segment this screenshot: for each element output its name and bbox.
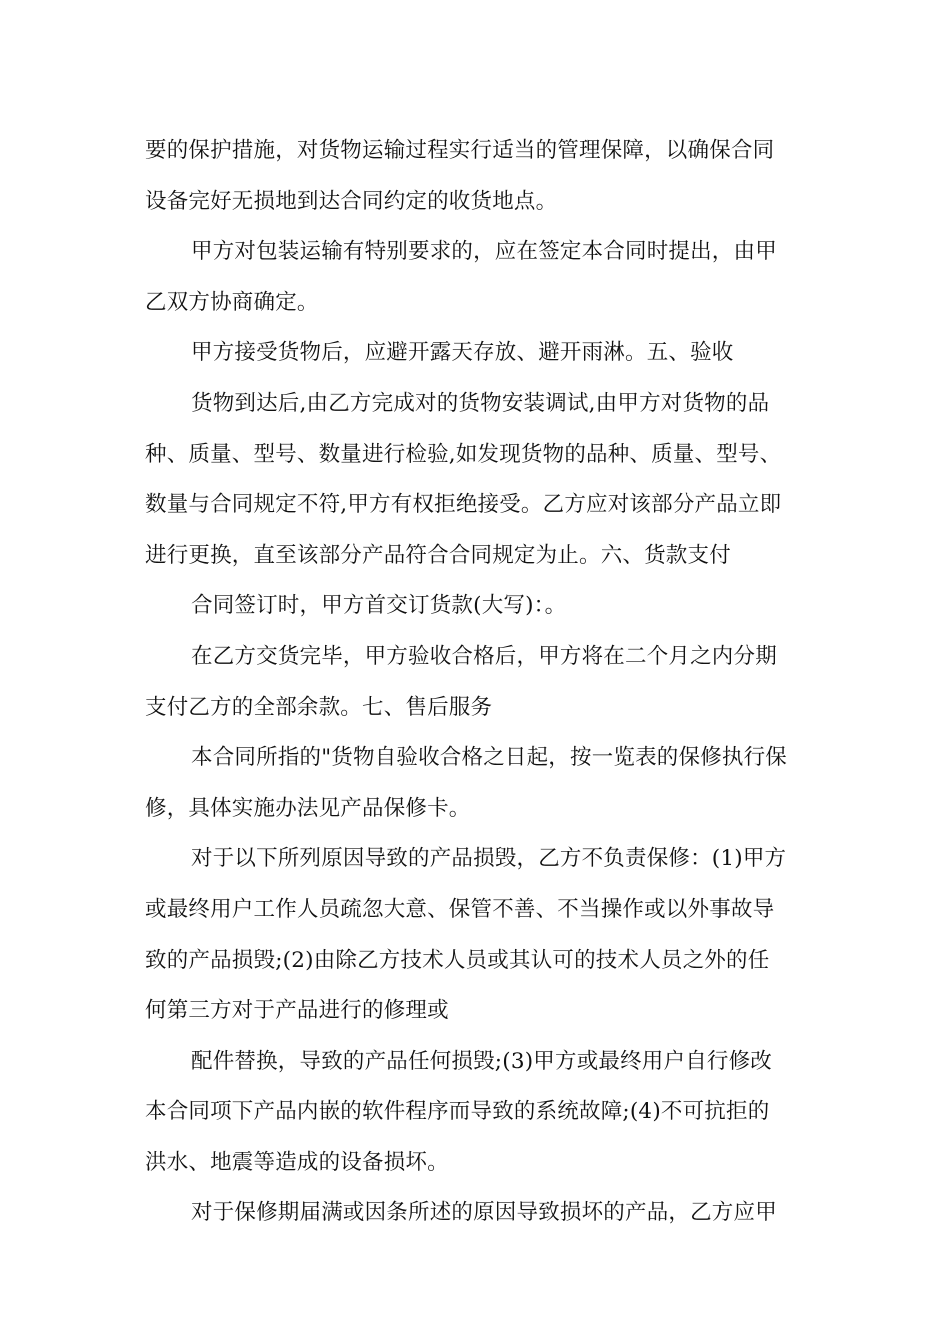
text-line: 货物到达后,由乙方完成对的货物安装调试,由甲方对货物的品 xyxy=(191,390,770,416)
text-line: 本合同项下产品内嵌的软件程序而导致的系统故障;(4)不可抗拒的 xyxy=(145,1099,770,1125)
text-line: 对于以下所列原因导致的产品损毁，乙方不负责保修：(1)甲方 xyxy=(191,846,787,872)
text-line: 合同签订时，甲方首交订货款(大写)：。 xyxy=(191,593,567,619)
text-line: 何第三方对于产品进行的修理或 xyxy=(145,998,449,1024)
document-body xyxy=(145,126,810,1239)
text-line: 进行更换，直至该部分产品符合合同规定为止。六、货款支付 xyxy=(145,542,731,568)
text-line: 要的保护措施，对货物运输过程实行适当的管理保障，以确保合同 xyxy=(145,138,775,163)
text-line: 对于保修期届满或因条所述的原因导致损坏的产品，乙方应甲 xyxy=(191,1200,777,1226)
text-line: 本合同所指的"货物自验收合格之日起，按一览表的保修执行保 xyxy=(191,745,787,771)
text-line: 在乙方交货完毕，甲方验收合格后，甲方将在二个月之内分期 xyxy=(191,643,777,669)
text-line: 甲方接受货物后，应避开露天存放、避开雨淋。五、验收 xyxy=(191,340,734,366)
text-line: 乙双方协商确定。 xyxy=(145,289,319,315)
text-line: 种、质量、型号、数量进行检验,如发现货物的品种、质量、型号、 xyxy=(145,441,782,467)
text-line: 修，具体实施办法见产品保修卡。 xyxy=(145,795,471,821)
text-line: 支付乙方的全部余款。七、售后服务 xyxy=(145,694,493,720)
text-line: 致的产品损毁;(2)由除乙方技术人员或其认可的技术人员之外的任 xyxy=(145,947,770,973)
text-line: 甲方对包装运输有特别要求的，应在签定本合同时提出，由甲 xyxy=(191,239,777,265)
text-line: 洪水、地震等造成的设备损坏。 xyxy=(145,1149,449,1175)
text-line: 或最终用户工作人员疏忽大意、保管不善、不当操作或以外事故导 xyxy=(145,896,775,922)
text-line: 配件替换，导致的产品任何损毁;(3)甲方或最终用户自行修改 xyxy=(191,1048,773,1074)
text-line: 设备完好无损地到达合同约定的收货地点。 xyxy=(145,188,558,214)
text-line: 数量与合同规定不符,甲方有权拒绝接受。乙方应对该部分产品立即 xyxy=(145,492,782,518)
